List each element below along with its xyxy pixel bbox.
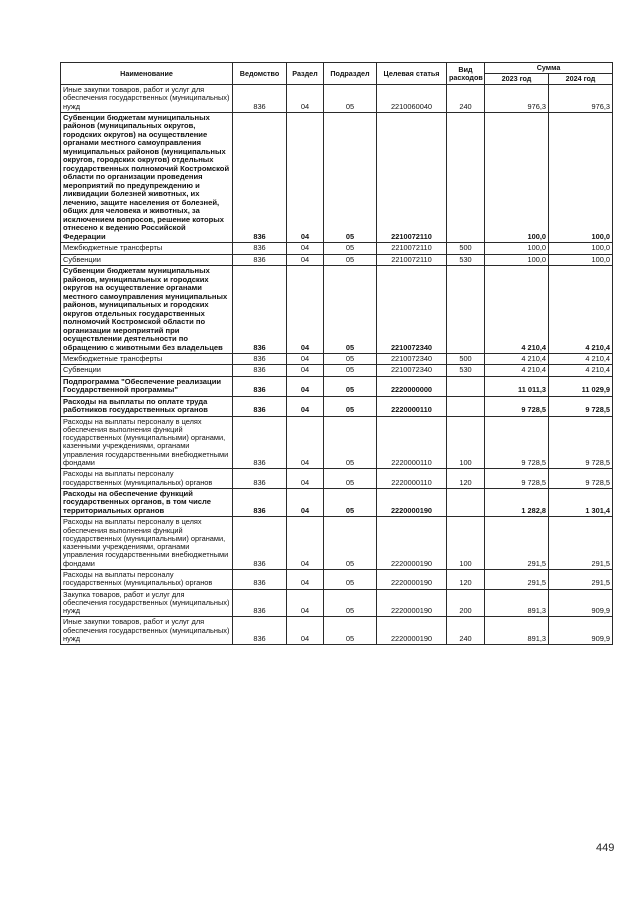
cell-tselevaya-statya: 2210060040 [377, 85, 447, 113]
cell-razdel: 04 [287, 589, 324, 617]
cell-vid-raskhodov: 530 [447, 365, 485, 376]
table-body [61, 85, 613, 645]
cell-sum-2024: 4 210,4 [549, 266, 613, 354]
cell-sum-2024: 9 728,5 [549, 416, 613, 469]
header-row [61, 63, 613, 74]
cell-podrazdel: 05 [324, 396, 377, 416]
cell-tselevaya-statya: 2220000110 [377, 416, 447, 469]
cell-vedomstvo: 836 [233, 488, 287, 517]
cell-name: Межбюджетные трансферты [61, 354, 233, 365]
cell-vedomstvo: 836 [233, 589, 287, 617]
header-vid-raskhodov: Вид расходов [447, 63, 485, 85]
cell-sum-2024: 909,9 [549, 617, 613, 645]
cell-vedomstvo: 836 [233, 266, 287, 354]
cell-tselevaya-statya: 2210072110 [377, 254, 447, 265]
cell-name: Субвенции [61, 365, 233, 376]
cell-sum-2024: 100,0 [549, 243, 613, 254]
cell-razdel: 04 [287, 266, 324, 354]
cell-razdel: 04 [287, 85, 324, 113]
cell-vid-raskhodov [447, 266, 485, 354]
cell-podrazdel: 05 [324, 254, 377, 265]
cell-vid-raskhodov: 530 [447, 254, 485, 265]
table-row [61, 376, 613, 396]
cell-podrazdel: 05 [324, 617, 377, 645]
cell-name: Иные закупки товаров, работ и услуг для обеспечения государственных (муниципальных) нужд [61, 617, 233, 645]
cell-sum-2023: 976,3 [485, 85, 549, 113]
cell-razdel: 04 [287, 488, 324, 517]
table-row [61, 85, 613, 113]
cell-tselevaya-statya: 2220000190 [377, 488, 447, 517]
cell-razdel: 04 [287, 365, 324, 376]
header-2024: 2024 год [549, 74, 613, 85]
cell-vedomstvo: 836 [233, 396, 287, 416]
cell-sum-2024: 909,9 [549, 589, 613, 617]
cell-sum-2023: 891,3 [485, 589, 549, 617]
table-row [61, 416, 613, 469]
cell-tselevaya-statya: 2220000190 [377, 617, 447, 645]
cell-name: Иные закупки товаров, работ и услуг для обеспечения государственных (муниципальных) нужд [61, 85, 233, 113]
cell-sum-2024: 1 301,4 [549, 488, 613, 517]
cell-vedomstvo: 836 [233, 517, 287, 570]
cell-sum-2023: 100,0 [485, 112, 549, 243]
cell-name: Подпрограмма "Обеспечение реализации Государственной программы" [61, 376, 233, 396]
header-razdel: Раздел [287, 63, 324, 85]
cell-name: Закупка товаров, работ и услуг для обеспечения государственных (муниципальных) нужд [61, 589, 233, 617]
cell-vid-raskhodov [447, 396, 485, 416]
cell-vedomstvo: 836 [233, 365, 287, 376]
cell-sum-2024: 9 728,5 [549, 396, 613, 416]
cell-tselevaya-statya: 2210072340 [377, 365, 447, 376]
cell-podrazdel: 05 [324, 266, 377, 354]
cell-razdel: 04 [287, 617, 324, 645]
page-number: 449 [596, 842, 615, 854]
cell-razdel: 04 [287, 112, 324, 243]
cell-podrazdel: 05 [324, 416, 377, 469]
header-vedomstvo: Ведомство [233, 63, 287, 85]
cell-vedomstvo: 836 [233, 570, 287, 590]
cell-vedomstvo: 836 [233, 416, 287, 469]
cell-sum-2023: 9 728,5 [485, 416, 549, 469]
cell-sum-2023: 1 282,8 [485, 488, 549, 517]
cell-tselevaya-statya: 2220000190 [377, 517, 447, 570]
cell-sum-2024: 100,0 [549, 112, 613, 243]
cell-razdel: 04 [287, 376, 324, 396]
cell-name: Расходы на выплаты персоналу государственных (муниципальных) органов [61, 570, 233, 590]
cell-sum-2023: 891,3 [485, 617, 549, 645]
cell-podrazdel: 05 [324, 243, 377, 254]
cell-razdel: 04 [287, 243, 324, 254]
cell-tselevaya-statya: 2210072110 [377, 112, 447, 243]
cell-name: Расходы на выплаты персоналу в целях обеспечения выполнения функций государственных (муниципальными) органами, казенными учреждениями, органами управления государственными внебюджетными фондами [61, 416, 233, 469]
cell-tselevaya-statya: 2220000190 [377, 570, 447, 590]
cell-vedomstvo: 836 [233, 243, 287, 254]
cell-vedomstvo: 836 [233, 85, 287, 113]
cell-sum-2023: 4 210,4 [485, 354, 549, 365]
cell-tselevaya-statya: 2210072110 [377, 243, 447, 254]
cell-name: Расходы на выплаты персоналу в целях обеспечения выполнения функций государственных (муниципальными) органами, казенными учреждениями, органами управления государственными внебюджетными фондами [61, 517, 233, 570]
cell-vedomstvo: 836 [233, 617, 287, 645]
cell-vid-raskhodov: 120 [447, 570, 485, 590]
cell-sum-2024: 11 029,9 [549, 376, 613, 396]
cell-tselevaya-statya: 2210072340 [377, 266, 447, 354]
cell-podrazdel: 05 [324, 376, 377, 396]
header-tselevaya-statya: Целевая статья [377, 63, 447, 85]
cell-podrazdel: 05 [324, 112, 377, 243]
table-row [61, 396, 613, 416]
cell-podrazdel: 05 [324, 469, 377, 489]
table-row [61, 488, 613, 517]
cell-vid-raskhodov: 240 [447, 85, 485, 113]
cell-razdel: 04 [287, 254, 324, 265]
cell-razdel: 04 [287, 354, 324, 365]
cell-name: Субвенции [61, 254, 233, 265]
cell-name: Расходы на выплаты по оплате труда работников государственных органов [61, 396, 233, 416]
cell-sum-2023: 9 728,5 [485, 469, 549, 489]
header-name: Наименование [61, 63, 233, 85]
cell-vid-raskhodov: 120 [447, 469, 485, 489]
cell-podrazdel: 05 [324, 354, 377, 365]
cell-sum-2024: 9 728,5 [549, 469, 613, 489]
cell-razdel: 04 [287, 469, 324, 489]
cell-tselevaya-statya: 2220000110 [377, 469, 447, 489]
cell-tselevaya-statya: 2220000190 [377, 589, 447, 617]
cell-razdel: 04 [287, 396, 324, 416]
cell-vedomstvo: 836 [233, 469, 287, 489]
cell-vedomstvo: 836 [233, 112, 287, 243]
cell-sum-2024: 4 210,4 [549, 354, 613, 365]
cell-sum-2023: 4 210,4 [485, 266, 549, 354]
cell-tselevaya-statya: 2210072340 [377, 354, 447, 365]
cell-vedomstvo: 836 [233, 254, 287, 265]
header-2023: 2023 год [485, 74, 549, 85]
table-row [61, 570, 613, 590]
cell-sum-2023: 9 728,5 [485, 396, 549, 416]
table-row [61, 517, 613, 570]
cell-name: Расходы на выплаты персоналу государственных (муниципальных) органов [61, 469, 233, 489]
cell-name: Межбюджетные трансферты [61, 243, 233, 254]
cell-vid-raskhodov: 500 [447, 243, 485, 254]
cell-podrazdel: 05 [324, 517, 377, 570]
cell-name: Расходы на обеспечение функций государственных органов, в том числе территориальных органов [61, 488, 233, 517]
cell-tselevaya-statya: 2220000000 [377, 376, 447, 396]
cell-vedomstvo: 836 [233, 376, 287, 396]
cell-podrazdel: 05 [324, 570, 377, 590]
cell-sum-2024: 291,5 [549, 570, 613, 590]
cell-vid-raskhodov: 200 [447, 589, 485, 617]
cell-razdel: 04 [287, 517, 324, 570]
header-summa: Сумма [485, 63, 613, 74]
cell-sum-2023: 100,0 [485, 254, 549, 265]
cell-podrazdel: 05 [324, 488, 377, 517]
cell-vedomstvo: 836 [233, 354, 287, 365]
cell-vid-raskhodov: 240 [447, 617, 485, 645]
cell-sum-2024: 976,3 [549, 85, 613, 113]
cell-name: Субвенции бюджетам муниципальных районов, муниципальных и городских округов на осуществление органами местного самоуправления муниципальных районов, муниципальных и городских округов отдельных государственных полномочий Костромской области по организации мероприятий при осуществлении деятельности по обращению с животными без владельцев [61, 266, 233, 354]
cell-sum-2023: 291,5 [485, 570, 549, 590]
cell-vid-raskhodov: 100 [447, 416, 485, 469]
table-row [61, 254, 613, 265]
cell-name: Субвенции бюджетам муниципальных районов (муниципальных округов, городских округов) на осуществление органами местного самоуправления муниципальных районов (муниципальных округов, городских округов) отдельных государственных полномочий Костромской области по организации проведения мероприятий по предупреждению и ликвидации болезней животных, их лечению, защите населения от болезней, общих для человека и животных, за исключением вопросов, решение которых отнесено к ведению Российской Федерации [61, 112, 233, 243]
cell-vid-raskhodov [447, 376, 485, 396]
table-row [61, 365, 613, 376]
cell-podrazdel: 05 [324, 85, 377, 113]
cell-sum-2023: 4 210,4 [485, 365, 549, 376]
budget-table [60, 62, 613, 645]
table-row [61, 617, 613, 645]
cell-podrazdel: 05 [324, 589, 377, 617]
table-row [61, 354, 613, 365]
cell-sum-2023: 100,0 [485, 243, 549, 254]
table-row [61, 112, 613, 243]
cell-podrazdel: 05 [324, 365, 377, 376]
cell-razdel: 04 [287, 570, 324, 590]
cell-sum-2023: 291,5 [485, 517, 549, 570]
table-row [61, 469, 613, 489]
cell-vid-raskhodov [447, 488, 485, 517]
cell-vid-raskhodov: 100 [447, 517, 485, 570]
header-podrazdel: Подраздел [324, 63, 377, 85]
cell-vid-raskhodov [447, 112, 485, 243]
cell-vid-raskhodov: 500 [447, 354, 485, 365]
cell-razdel: 04 [287, 416, 324, 469]
cell-sum-2024: 4 210,4 [549, 365, 613, 376]
cell-tselevaya-statya: 2220000110 [377, 396, 447, 416]
table-row [61, 589, 613, 617]
cell-sum-2024: 291,5 [549, 517, 613, 570]
cell-sum-2024: 100,0 [549, 254, 613, 265]
cell-sum-2023: 11 011,3 [485, 376, 549, 396]
table-row [61, 243, 613, 254]
table-row [61, 266, 613, 354]
